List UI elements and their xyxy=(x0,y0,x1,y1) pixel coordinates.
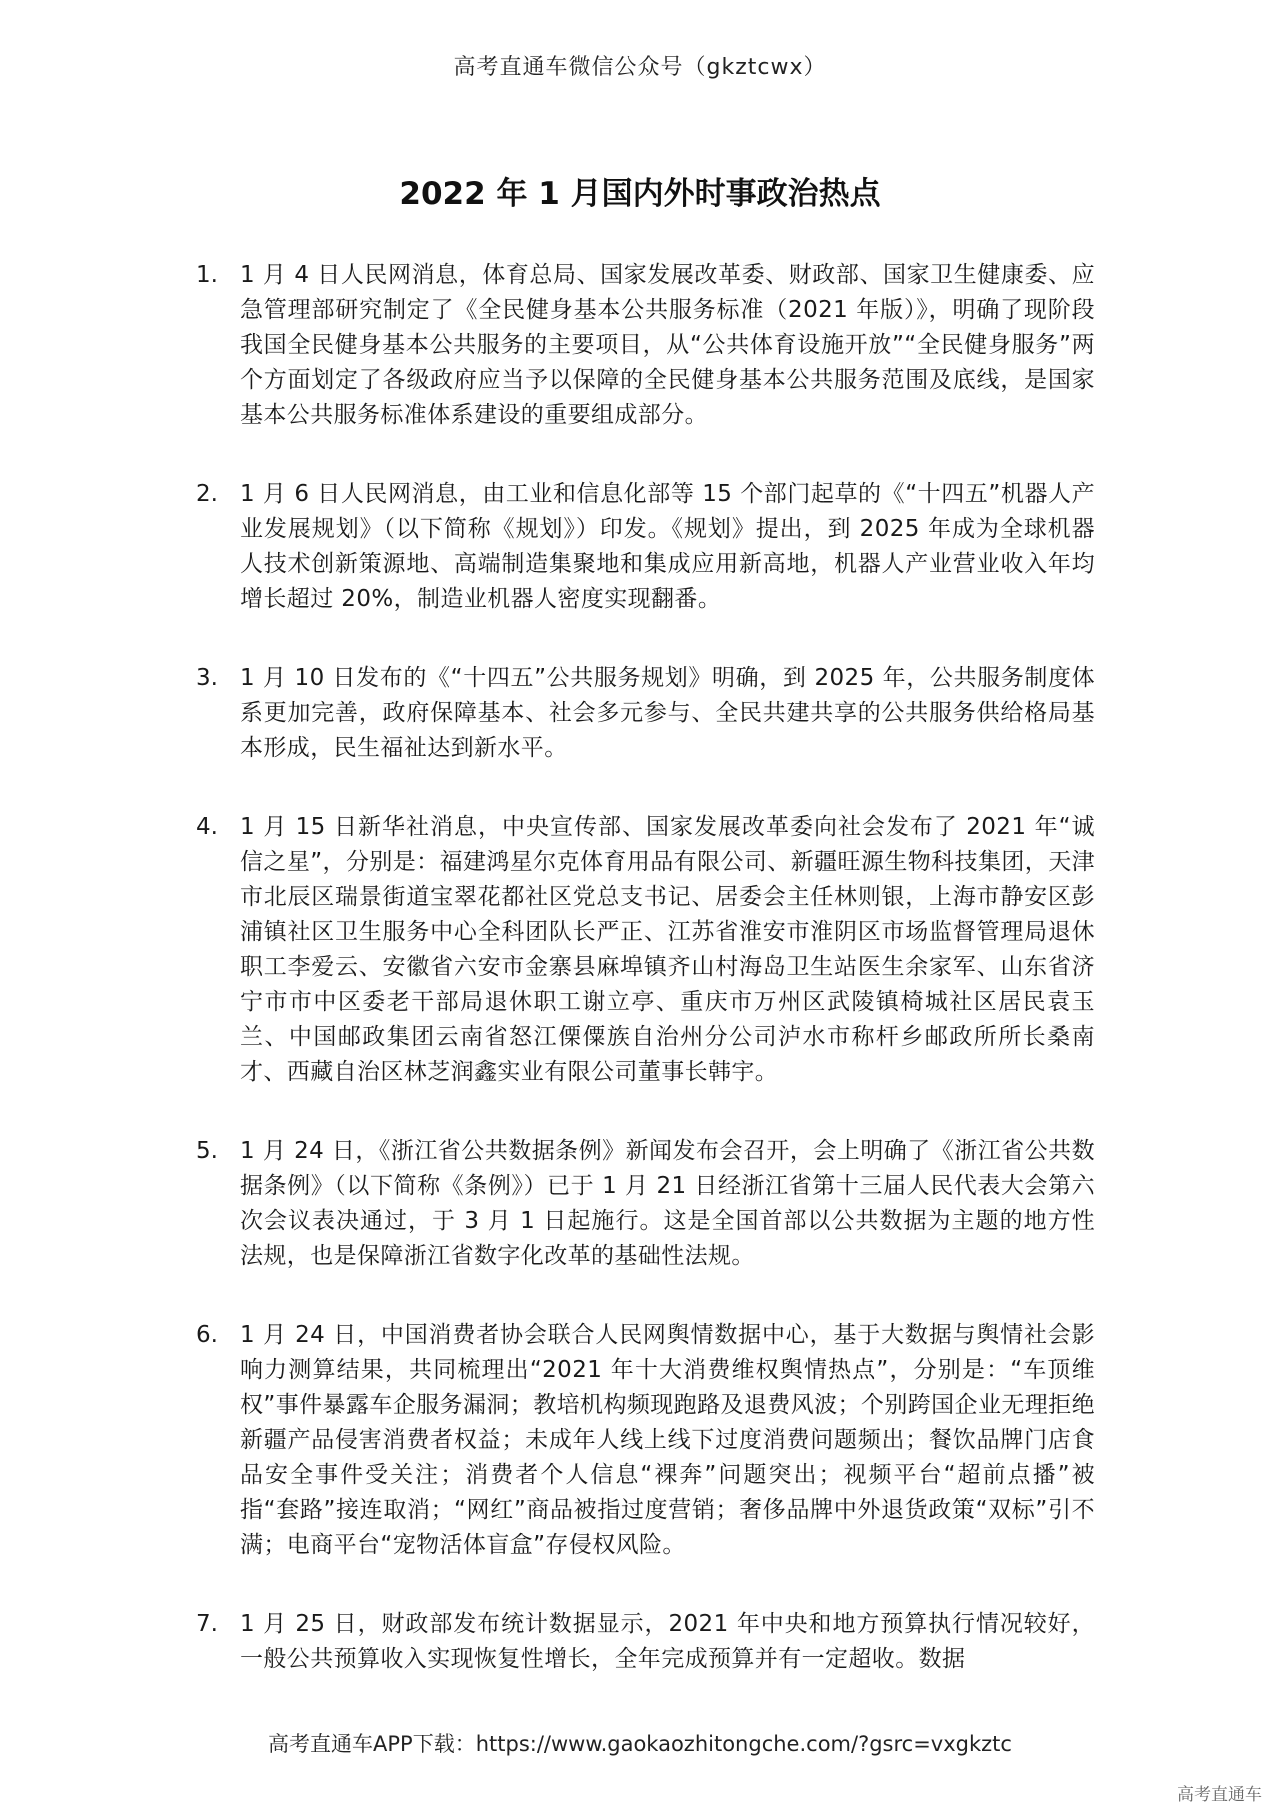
item-text: 1 月 4 日人民网消息，体育总局、国家发展改革委、财政部、国家卫生健康委、应急管理部研究制定了《全民健身基本公共服务标准（2021 年版）》，明确了现阶段我国全民健身基本公共服务的主要项目，从“公共体育设施开放”“全民健身服务”两个方面划定了各级政府应当予以保障的全民健身基本公共服务范围及底线，是国家基本公共服务标准体系建设的重要组成部分。 xyxy=(240,262,1095,428)
page-footer: 高考直通车APP下载：https://www.gaokaozhitongche.com/?gsrc=vxgkztc xyxy=(268,1732,1012,1756)
item-number: 4. xyxy=(196,814,218,840)
news-item-6 xyxy=(0,1318,1280,1563)
news-item-7 xyxy=(0,1607,1280,1677)
item-number: 7. xyxy=(196,1611,218,1637)
news-item-1 xyxy=(0,258,1280,433)
document-title: 2022 年 1 月国内外时事政治热点 xyxy=(399,176,881,212)
item-text: 1 月 6 日人民网消息，由工业和信息化部等 15 个部门起草的《“十四五”机器人产业发展规划》（以下简称《规划》）印发。《规划》提出，到 2025 年成为全球机器人技术创新策源地、高端制造集聚地和集成应用新高地，机器人产业营业收入年均增长超过 20%，制造业机器人密度实现翻番。 xyxy=(240,481,1095,612)
item-number: 1. xyxy=(196,262,218,288)
item-number: 3. xyxy=(196,665,218,691)
item-text: 1 月 10 日发布的《“十四五”公共服务规划》明确，到 2025 年，公共服务制度体系更加完善，政府保障基本、社会多元参与、全民共建共享的公共服务供给格局基本形成，民生福祉达到新水平。 xyxy=(240,665,1095,761)
item-number: 5. xyxy=(196,1138,218,1164)
item-text: 1 月 15 日新华社消息，中央宣传部、国家发展改革委向社会发布了 2021 年“诚信之星”，分别是：福建鸿星尔克体育用品有限公司、新疆旺源生物科技集团，天津市北辰区瑞景街道宝翠花都社区党总支书记、居委会主任林则银，上海市静安区彭浦镇社区卫生服务中心全科团队长严正、江苏省淮安市淮阴区市场监督管理局退休职工李爱云、安徽省六安市金寨县麻埠镇齐山村海岛卫生站医生余家军、山东省济宁市市中区委老干部局退休职工谢立亭、重庆市万州区武陵镇椅城社区居民袁玉兰、中国邮政集团云南省怒江傈僳族自治州分公司泸水市称杆乡邮政所所长桑南才、西藏自治区林芝润鑫实业有限公司董事长韩宇。 xyxy=(240,814,1095,1085)
item-text: 1 月 24 日，《浙江省公共数据条例》新闻发布会召开，会上明确了《浙江省公共数据条例》（以下简称《条例》）已于 1 月 21 日经浙江省第十三届人民代表大会第六次会议表决通过，于 3 月 1 日起施行。这是全国首部以公共数据为主题的地方性法规，也是保障浙江省数字化改革的基础性法规。 xyxy=(240,1138,1095,1269)
item-number: 6. xyxy=(196,1322,218,1348)
news-item-5 xyxy=(0,1134,1280,1274)
item-text: 1 月 25 日，财政部发布统计数据显示，2021 年中央和地方预算执行情况较好，一般公共预算收入实现恢复性增长，全年完成预算并有一定超收。数据 xyxy=(240,1611,1095,1672)
item-text: 1 月 24 日，中国消费者协会联合人民网舆情数据中心，基于大数据与舆情社会影响力测算结果，共同梳理出“2021 年十大消费维权舆情热点”，分别是：“车顶维权”事件暴露车企服务漏洞；教培机构频现跑路及退费风波；个别跨国企业无理拒绝新疆产品侵害消费者权益；未成年人线上线下过度消费问题频出；餐饮品牌门店食品安全事件受关注；消费者个人信息“裸奔”问题突出；视频平台“超前点播”被指“套路”接连取消；“网红”商品被指过度营销；奢侈品牌中外退货政策“双标”引不满；电商平台“宠物活体盲盒”存侵权风险。 xyxy=(240,1322,1095,1558)
news-item-3 xyxy=(0,661,1280,766)
news-list xyxy=(0,258,1280,1721)
news-item-4 xyxy=(0,810,1280,1090)
page-header: 高考直通车微信公众号（gkztcwx） xyxy=(453,55,827,80)
watermark: 高考直通车 xyxy=(1177,1785,1262,1805)
item-number: 2. xyxy=(196,481,218,507)
news-item-2 xyxy=(0,477,1280,617)
